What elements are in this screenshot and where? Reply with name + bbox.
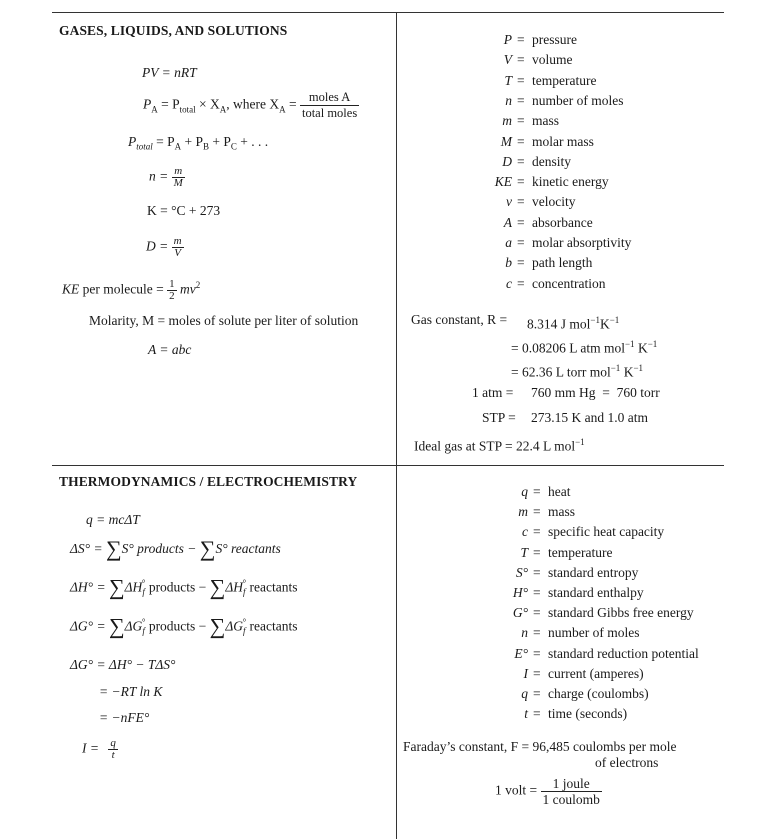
heat-equation: q = mcΔT (86, 512, 140, 527)
variable-equals: = (517, 194, 525, 210)
variable-symbol: T (504, 72, 512, 88)
variable-symbol: c (522, 524, 528, 540)
moles-equation: n = $\frac{m}{M}$ (149, 165, 183, 189)
variable-symbol: q (521, 484, 528, 499)
variable-definition: standard entropy (548, 564, 639, 580)
variable-definition: charge (coulombs) (548, 686, 649, 701)
variable-definition: temperature (532, 72, 597, 88)
ideal-gas-law: PV = nRT (142, 65, 197, 80)
variable-definition: pressure (532, 32, 577, 47)
variable-symbol: q (521, 686, 528, 701)
variable-symbol: P (503, 32, 512, 47)
gibbs-cell-potential: = −nFE° (99, 710, 150, 725)
thermo-heading: THERMODYNAMICS / ELECTROCHEMISTRY (59, 474, 358, 489)
variable-equals: = (533, 564, 541, 580)
variable-symbol: a (505, 235, 512, 250)
molarity-equation: Molarity, M = moles of solute per liter of solution (89, 313, 359, 328)
variable-definition: standard reduction potential (548, 645, 699, 661)
variable-definition: volume (532, 52, 573, 68)
variable-definition: heat (548, 484, 571, 499)
variable-symbol: n (505, 92, 512, 108)
variable-definition: specific heat capacity (548, 524, 665, 540)
variable-equals: = (517, 32, 525, 47)
variable-definition: time (seconds) (548, 706, 628, 722)
total-pressure-equation: $P_{total} = P_A + P_B + P_C$ + . . . (128, 134, 269, 152)
variable-equals: = (533, 524, 541, 540)
kinetic-energy-equation: KE per molecule = $\frac{1}{2}$ $mv^2$ (62, 277, 201, 302)
ideal-gas-stp: Ideal gas at STP = 22.4 L mol$^{-1}$ (414, 437, 585, 454)
variable-symbol: V (503, 52, 512, 68)
variable-definition: standard enthalpy (548, 585, 644, 600)
variable-definition: kinetic energy (532, 174, 609, 190)
variable-definition: standard Gibbs free energy (548, 605, 694, 621)
variable-symbol: m (502, 113, 512, 129)
gibbs-equation: $\Delta G^\circ = \sum\Delta G_f^\circ$ products − $\sum\Delta G_f^\circ$ reactants (70, 613, 298, 639)
variable-symbol: c (506, 275, 512, 291)
gases-heading: GASES, LIQUIDS, AND SOLUTIONS (59, 23, 288, 38)
faraday-constant: Faraday’s constant, F = 96,485 coulombs per mole (403, 739, 677, 754)
variable-definition: mass (532, 113, 559, 129)
variable-definition: molar mass (532, 133, 594, 149)
variable-definition: number of moles (532, 92, 624, 108)
variable-symbol: t (524, 706, 528, 722)
variable-symbol: S° (515, 564, 528, 580)
variable-equals: = (517, 92, 525, 108)
gas-constant-value-2: = 0.08206 L atm mol$^{-1}$ $K^{-1}$ (511, 339, 658, 356)
variable-equals: = (517, 153, 525, 169)
volt-definition: 1 volt = $\frac{\text{1 joule}}{\text{1 coulomb}}$ (495, 776, 600, 807)
gas-constant-value-3: = 62.36 L torr mol$^{-1}$ $K^{-1}$ (511, 363, 644, 380)
variable-equals: = (533, 585, 541, 600)
variable-equals: = (517, 275, 525, 291)
variable-symbol: A (503, 214, 512, 230)
variable-equals: = (533, 706, 541, 722)
variable-definition: molar absorptivity (532, 235, 632, 250)
stp-value: 273.15 K and 1.0 atm (531, 410, 648, 425)
enthalpy-equation: $\Delta H^\circ = \sum\Delta H_f^\circ$ products − $\sum\Delta H_f^\circ$ reactants (70, 574, 298, 600)
variable-equals: = (517, 72, 525, 88)
density-equation: D = $\frac{m}{V}$ (146, 235, 182, 259)
kelvin-equation: K = °C + 273 (147, 203, 221, 218)
variable-symbol: T (520, 544, 528, 560)
variable-equals: = (533, 645, 541, 661)
top-rule (52, 12, 724, 13)
current-equation: I = $\frac{q}{t}$ (82, 737, 116, 761)
variable-symbol: G° (512, 605, 528, 621)
variable-equals: = (517, 174, 525, 190)
faraday-constant-continued: of electrons (595, 755, 659, 770)
variable-definition: absorbance (532, 214, 593, 230)
gas-constant-value-1: 8.314 J $mol^{-1}K^{-1}$ (527, 315, 620, 332)
variable-equals: = (533, 544, 541, 560)
variable-equals: = (517, 214, 525, 230)
beer-lambert-equation: A = abc (148, 342, 192, 357)
variable-definition: mass (548, 504, 575, 520)
variable-symbol: H° (512, 585, 528, 600)
variable-symbol: m (518, 504, 528, 520)
variable-equals: = (517, 235, 525, 250)
variable-definition: density (532, 153, 571, 169)
variable-symbol: n (521, 625, 528, 641)
variable-equals: = (533, 665, 541, 681)
variable-definition: concentration (532, 275, 606, 291)
atm-value: 760 mm Hg = 760 torr (531, 385, 660, 400)
variable-definition: temperature (548, 544, 613, 560)
variable-equals: = (533, 484, 541, 499)
middle-rule (52, 465, 724, 466)
variable-equals: = (517, 255, 525, 271)
variable-equals: = (533, 686, 541, 701)
variable-symbol: b (505, 255, 512, 271)
variable-symbol: D (502, 153, 512, 169)
variable-symbol: KE (494, 174, 512, 190)
variable-definition: path length (532, 255, 593, 271)
entropy-equation: ΔS° = ∑S° products − ∑S° reactants (70, 536, 281, 561)
atm-label: 1 atm = (472, 385, 514, 400)
variable-equals: = (517, 113, 525, 129)
variable-symbol: M (500, 133, 512, 149)
vertical-divider (396, 12, 397, 839)
partial-pressure-equation: $P_A = P_{total} \times X_A$, where $X_A$ = $\frac{\text{moles A}}{\text{total moles}}$ (143, 90, 358, 120)
gibbs-equilibrium: = −RT ln K (99, 684, 163, 699)
variable-symbol: I (523, 665, 528, 681)
variable-definition: number of moles (548, 625, 640, 641)
variable-definition: velocity (532, 194, 576, 210)
gas-constant-label: Gas constant, R = (411, 312, 508, 327)
variable-equals: = (533, 605, 541, 621)
stp-label: STP = (482, 410, 516, 425)
variable-symbol: v (506, 194, 512, 210)
variable-equals: = (517, 52, 525, 68)
variable-equals: = (533, 504, 541, 520)
variable-symbol: E° (514, 645, 528, 661)
variable-equals: = (517, 133, 525, 149)
gibbs-enthalpy-entropy: ΔG° = ΔH° − TΔS° (70, 657, 176, 672)
variable-definition: current (amperes) (548, 665, 644, 681)
variable-equals: = (533, 625, 541, 641)
